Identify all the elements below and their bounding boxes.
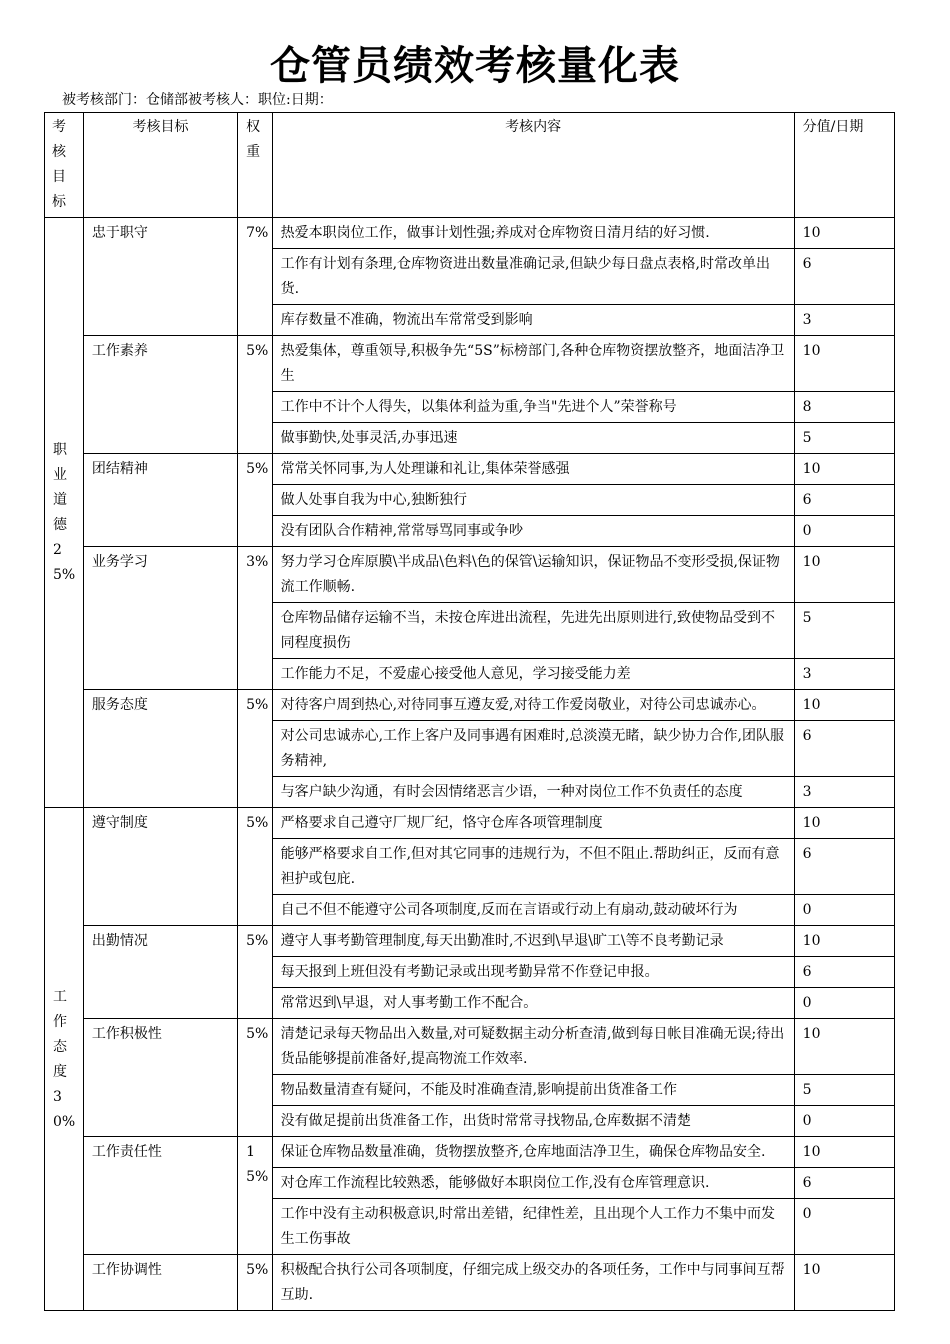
score-cell: 10 — [794, 454, 894, 485]
target-cell: 工作积极性 — [83, 1019, 237, 1137]
content-cell: 做事勤快,处事灵活,办事迅速 — [272, 423, 794, 454]
score-cell: 3 — [794, 305, 894, 336]
score-cell: 6 — [794, 839, 894, 895]
content-cell: 清楚记录每天物品出入数量,对可疑数据主动分析查清,做到每日帐目准确无误;待出货品能够提前准备好,提高物流工作效率. — [272, 1019, 794, 1075]
score-cell: 10 — [794, 218, 894, 249]
score-cell: 3 — [794, 659, 894, 690]
content-cell: 严格要求自己遵守厂规厂纪，恪守仓库各项管理制度 — [272, 808, 794, 839]
table-row — [45, 926, 895, 957]
score-cell: 10 — [794, 336, 894, 392]
score-cell: 10 — [794, 547, 894, 603]
content-cell: 保证仓库物品数量准确，货物摆放整齐,仓库地面洁净卫生，确保仓库物品安全. — [272, 1137, 794, 1168]
content-cell: 积极配合执行公司各项制度，仔细完成上级交办的各项任务，工作中与同事间互帮互助. — [272, 1255, 794, 1311]
target-cell: 出勤情况 — [83, 926, 237, 1019]
weight-cell: 15% — [238, 1137, 273, 1255]
content-cell: 工作有计划有条理,仓库物资进出数量准确记录,但缺少每日盘点表格,时常改单出货. — [272, 249, 794, 305]
header-score: 分值/日期 — [794, 113, 894, 218]
content-cell: 热爱集体，尊重领导,积极争先“5S”标榜部门,各种仓库物资摆放整齐，地面洁净卫生 — [272, 336, 794, 392]
page-title: 仓管员绩效考核量化表 — [270, 43, 680, 89]
score-cell: 3 — [794, 777, 894, 808]
content-cell: 与客户缺少沟通，有时会因情绪恶言少语，一种对岗位工作不负责任的态度 — [272, 777, 794, 808]
table-row — [45, 454, 895, 485]
content-cell: 物品数量清查有疑问，不能及时准确查清,影响提前出货准备工作 — [272, 1075, 794, 1106]
score-cell: 6 — [794, 721, 894, 777]
content-cell: 库存数量不准确，物流出车常常受到影响 — [272, 305, 794, 336]
header-content: 考核内容 — [272, 113, 794, 218]
target-cell: 团结精神 — [83, 454, 237, 547]
table-row — [45, 808, 895, 839]
weight-cell: 3% — [238, 547, 273, 690]
header-target: 考核目标 — [83, 113, 237, 218]
score-cell: 10 — [794, 1019, 894, 1075]
content-cell: 工作能力不足，不爱虚心接受他人意见，学习接受能力差 — [272, 659, 794, 690]
content-cell: 做人处事自我为中心,独断独行 — [272, 485, 794, 516]
header-row — [45, 113, 895, 218]
table-row — [45, 1137, 895, 1168]
appraisal-table — [44, 112, 895, 1311]
score-cell: 0 — [794, 988, 894, 1019]
score-cell: 10 — [794, 926, 894, 957]
target-cell: 工作责任性 — [83, 1137, 237, 1255]
content-cell: 对公司忠诚赤心,工作上客户及同事遇有困难时,总淡漠无睹，缺少协力合作,团队服务精神, — [272, 721, 794, 777]
table-row — [45, 218, 895, 249]
score-cell: 10 — [794, 1137, 894, 1168]
score-cell: 10 — [794, 1255, 894, 1311]
target-cell: 工作素养 — [83, 336, 237, 454]
table-row — [45, 547, 895, 603]
weight-cell: 5% — [238, 336, 273, 454]
score-cell: 0 — [794, 516, 894, 547]
target-cell: 遵守制度 — [83, 808, 237, 926]
score-cell: 6 — [794, 249, 894, 305]
target-cell: 工作协调性 — [83, 1255, 237, 1311]
score-cell: 0 — [794, 1199, 894, 1255]
score-cell: 6 — [794, 1168, 894, 1199]
category-cell: 职业道德25% — [45, 218, 84, 808]
target-cell: 业务学习 — [83, 547, 237, 690]
weight-cell: 5% — [238, 808, 273, 926]
weight-cell: 5% — [238, 454, 273, 547]
table-row — [45, 336, 895, 392]
score-cell: 6 — [794, 485, 894, 516]
score-cell: 10 — [794, 808, 894, 839]
content-cell: 仓库物品储存运输不当，未按仓库进出流程，先进先出原则进行,致使物品受到不同程度损伤 — [272, 603, 794, 659]
target-cell: 忠于职守 — [83, 218, 237, 336]
score-cell: 8 — [794, 392, 894, 423]
content-cell: 常常迟到\早退，对人事考勤工作不配合。 — [272, 988, 794, 1019]
weight-cell: 7% — [238, 218, 273, 336]
score-cell: 5 — [794, 423, 894, 454]
category-cell: 工作态度30% — [45, 808, 84, 1311]
score-cell: 6 — [794, 957, 894, 988]
score-cell: 5 — [794, 1075, 894, 1106]
table-row — [45, 690, 895, 721]
weight-cell: 5% — [238, 690, 273, 808]
weight-cell: 5% — [238, 1255, 273, 1311]
content-cell: 能够严格要求自工作,但对其它同事的违规行为，不但不阻止.帮助纠正，反而有意袒护或包庇. — [272, 839, 794, 895]
content-cell: 对仓库工作流程比较熟悉，能够做好本职岗位工作,没有仓库管理意识. — [272, 1168, 794, 1199]
score-cell: 5 — [794, 603, 894, 659]
score-cell: 10 — [794, 690, 894, 721]
weight-cell: 5% — [238, 1019, 273, 1137]
content-cell: 工作中没有主动积极意识,时常出差错，纪律性差，且出现个人工作力不集中而发生工伤事故 — [272, 1199, 794, 1255]
content-cell: 没有团队合作精神,常常辱骂同事或争吵 — [272, 516, 794, 547]
table-body — [45, 218, 895, 1311]
header-weight: 权重 — [238, 113, 273, 218]
content-cell: 遵守人事考勤管理制度,每天出勤准时,不迟到\早退\旷工\等不良考勤记录 — [272, 926, 794, 957]
content-cell: 努力学习仓库原膜\半成品\色料\色的保管\运输知识，保证物品不变形受损,保证物流工作顺畅. — [272, 547, 794, 603]
content-cell: 工作中不计个人得失，以集体利益为重,争当"先进个人”荣誉称号 — [272, 392, 794, 423]
info-line: 被考核部门：仓储部被考核人：职位:日期： — [62, 92, 333, 108]
content-cell: 对待客户周到热心,对待同事互遵友爱,对待工作爱岗敬业，对待公司忠诚赤心。 — [272, 690, 794, 721]
score-cell: 0 — [794, 1106, 894, 1137]
content-cell: 热爱本职岗位工作，做事计划性强;养成对仓库物资日清月结的好习惯. — [272, 218, 794, 249]
target-cell: 服务态度 — [83, 690, 237, 808]
content-cell: 常常关怀同事,为人处理谦和礼让,集体荣誉感强 — [272, 454, 794, 485]
content-cell: 每天报到上班但没有考勤记录或出现考勤异常不作登记申报。 — [272, 957, 794, 988]
table-row — [45, 1019, 895, 1075]
score-cell: 0 — [794, 895, 894, 926]
weight-cell: 5% — [238, 926, 273, 1019]
content-cell: 没有做足提前出货准备工作，出货时常常寻找物品,仓库数据不清楚 — [272, 1106, 794, 1137]
content-cell: 自己不但不能遵守公司各项制度,反而在言语或行动上有扇动,鼓动破坏行为 — [272, 895, 794, 926]
header-category: 考核目标 — [45, 113, 84, 218]
table-row — [45, 1255, 895, 1311]
